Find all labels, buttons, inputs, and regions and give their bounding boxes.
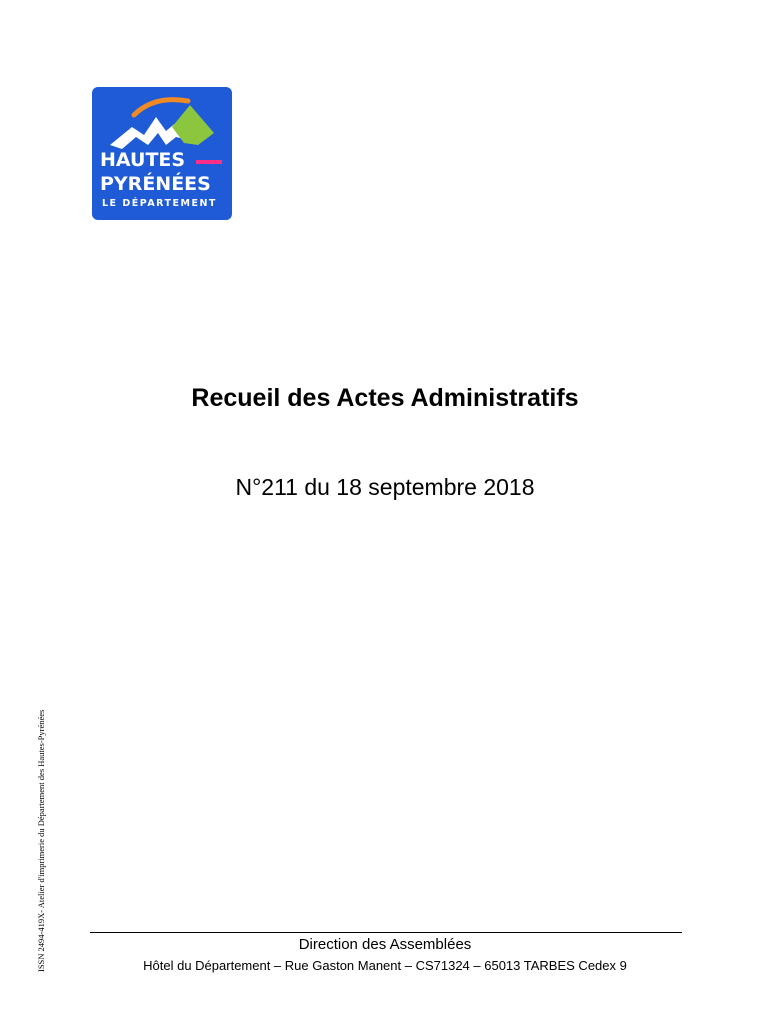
logo-word-hautes: HAUTES — [100, 149, 186, 171]
logo-word-pyrenees: PYRÉNÉES — [100, 173, 211, 195]
logo-word-departement: LE DÉPARTEMENT — [102, 198, 217, 209]
issn-side-note: ISSN 2494-419X- Atelier d'imprimerie du Département des Hautes-Pyrénées — [36, 709, 46, 972]
footer-divider — [90, 932, 682, 933]
footer-address: Hôtel du Département – Rue Gaston Manent – CS71324 – 65013 TARBES Cedex 9 — [143, 958, 627, 973]
document-title: Recueil des Actes Administratifs — [191, 384, 579, 412]
document-subtitle: N°211 du 18 septembre 2018 — [235, 474, 535, 500]
department-logo — [92, 87, 232, 220]
footer-direction: Direction des Assemblées — [298, 936, 472, 953]
